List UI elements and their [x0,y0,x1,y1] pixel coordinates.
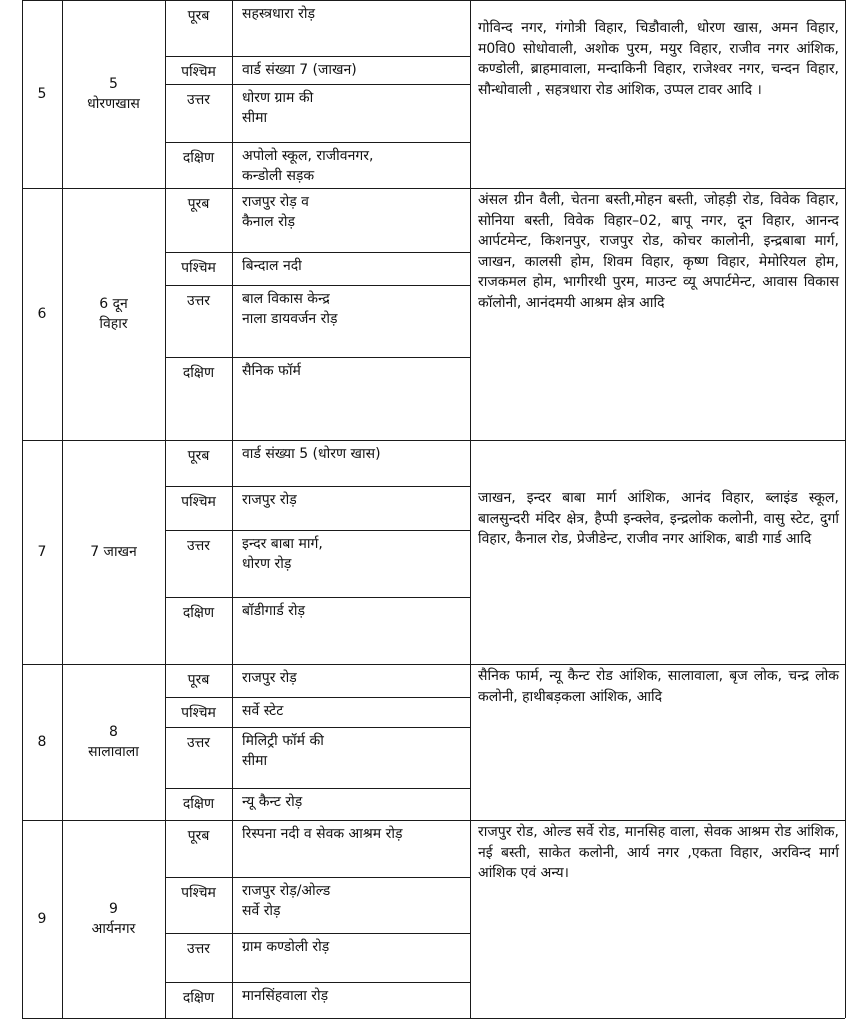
boundary-direction: दक्षिण [182,990,215,1006]
ward-row-border [22,820,845,821]
boundary-row-border [165,357,470,358]
ward-name: धोरणखास [87,96,140,112]
boundary-description: सैनिक फॉर्म [242,363,301,379]
ward-row-border [22,188,845,189]
boundary-direction: पश्चिम [181,260,216,276]
ward-name: 9 [109,901,118,917]
boundary-description: न्यू कैन्ट रोड़ [242,794,303,810]
boundary-description: रिस्पना नदी व सेवक आश्रम रोड़ [242,826,403,842]
boundary-row-border [165,697,470,698]
boundary-row-border [165,142,470,143]
ward-name: 8 [109,724,118,740]
boundary-description: सर्वे रोड़ [242,903,281,919]
boundary-direction: उत्तर [186,293,211,309]
boundary-direction: उत्तर [186,735,211,751]
boundary-description: बाल विकास केन्द्र [242,291,330,307]
boundary-description: राजपुर रोड़ व [242,194,309,210]
boundary-description: वार्ड संख्या 7 (जाखन) [242,62,357,78]
column-border [845,0,846,1018]
boundary-direction: पश्चिम [181,885,216,901]
boundary-direction: दक्षिण [182,365,215,381]
ward-name: 6 दून [99,296,128,312]
boundary-row-border [165,56,470,57]
boundary-row-border [165,84,470,85]
column-border [232,0,233,1018]
boundary-direction: दक्षिण [182,605,215,621]
ward-row-border [22,440,845,441]
ward-name: आर्यनगर [91,921,136,937]
boundary-description: कन्डोली सड़क [242,168,315,184]
boundary-description: सीमा [242,110,268,126]
boundary-description: सहस्त्रधारा रोड़ [242,6,315,22]
boundary-direction: दक्षिण [182,796,215,812]
ward-name: 7 जाखन [90,544,137,560]
boundary-direction: दक्षिण [182,150,215,166]
boundary-description: मानसिंहवाला रोड़ [242,988,329,1004]
boundary-description: ग्राम कण्डोली रोड़ [242,939,330,955]
boundary-row-border [165,933,470,934]
ward-areas: सैनिक फार्म, न्यू कैन्ट रोड आंशिक, सालावाला, बृज लोक, चन्द्र लोक कलोनी, हाथीबड़कला आंशिक, आदि [478,668,839,705]
boundary-description: सीमा [242,753,268,769]
boundary-row-border [165,597,470,598]
boundary-description: अपोलो स्कूल, राजीवनगर, [242,148,374,164]
boundary-description: कैनाल रोड़ [242,214,295,230]
boundary-direction: पूरब [187,196,210,212]
boundary-description: बिन्दाल नदी [242,258,302,274]
boundary-description: राजपुर रोड़ [242,492,297,508]
ward-name: 5 [109,76,118,92]
table-bottom-border [22,1018,845,1019]
ward-row-border [22,664,845,665]
boundary-description: राजपुर रोड़ [242,670,297,686]
boundary-row-border [165,727,470,728]
boundary-description: नाला डायवर्जन रोड़ [242,311,338,327]
boundary-direction: पूरब [187,828,210,844]
boundary-row-border [165,486,470,487]
boundary-direction: उत्तर [186,538,211,554]
ward-areas: गोविन्द नगर, गंगोत्री विहार, चिडौवाली, धोरण खास, अमन विहार, म0वि0 सोधोवाली, अशोक पुरम, मयुर विहार, राजीव नगर आंशिक, कण्डोली, ब्राहमावाला, मन्दाकिनी विहार, राजेश्वर नगर, चन्दन विहार, सौन्धोवाली , सहत्रधारा रोड आंशिक, उप्पल टावर आदि । [478,20,839,98]
ward-areas: अंसल ग्रीन वैली, चेतना बस्ती,मोहन बस्ती, जोहड़ी रोड, विवेक विहार, सोनिया बस्ती, विवेक विहार–02, बापू नगर, दून विहार, आनन्द आर्पटमेन्ट, किशनपुर, राजपुर रोड, कोचर कालोनी, इन्द्रबाबा मार्ग, जाखन, कालसी होम, शिवम विहार, कृष्ण विहार, मेमोरियल होम, राजकमल होम, भागीरथी पुरम, माउन्ट व्यू अपार्टमेन्ट, आवास विकास कॉलोनी, आनंदमयी आश्रम क्षेत्र आदि [478,192,839,311]
column-border [62,0,63,1018]
boundary-description: इन्दर बाबा मार्ग, [242,536,323,552]
boundary-description: धोरण रोड़ [242,556,292,572]
ward-name: विहार [99,316,128,332]
ward-number: 6 [37,306,47,322]
ward-areas: राजपुर रोड, ओल्ड सर्वे रोड, मानसिह वाला, सेवक आश्रम रोड आंशिक, नई बस्ती, साकेत कलोनी, आर्य नगर ,एकता विहार, अरविन्द मार्ग आंशिक एवं अन्य। [478,824,839,881]
column-border [470,0,471,1018]
boundary-row-border [165,252,470,253]
boundary-direction: उत्तर [186,941,211,957]
boundary-description: धोरण ग्राम की [242,90,314,106]
boundary-row-border [165,788,470,789]
ward-number: 9 [37,911,47,927]
boundary-direction: पूरब [187,672,210,688]
boundary-row-border [165,285,470,286]
boundary-direction: पूरब [187,448,210,464]
boundary-description: बॉडीगार्ड रोड़ [242,603,306,619]
boundary-row-border [165,877,470,878]
boundary-row-border [165,530,470,531]
boundary-row-border [165,982,470,983]
boundary-description: राजपुर रोड़/ओल्ड [242,883,331,899]
ward-number: 8 [37,734,47,750]
boundary-direction: पूरब [187,8,210,24]
boundary-direction: पश्चिम [181,494,216,510]
column-border [22,0,23,1018]
boundary-description: वार्ड संख्या 5 (धोरण खास) [242,446,381,462]
ward-row-border [22,0,845,1]
ward-areas: जाखन, इन्दर बाबा मार्ग आंशिक, आनंद विहार, ब्लाइंड स्कूल, बालसुन्दरी मंदिर क्षेत्र, हैप्पी इन्क्लेव, इन्द्रलोक कलोनी, वासु स्टेट, दुर्गा विहार, कैनाल रोड, प्रेजीडेन्ट, राजीव नगर आंशिक, बाडी गार्ड आदि [478,490,839,547]
boundary-description: सर्वे स्टेट [242,703,284,719]
boundary-direction: पश्चिम [181,64,216,80]
boundary-direction: उत्तर [186,92,211,108]
ward-name: सालावाला [88,744,139,760]
ward-number: 5 [37,86,47,102]
boundary-direction: पश्चिम [181,705,216,721]
ward-number: 7 [37,544,47,560]
boundary-description: मिलिट्री फॉर्म की [242,733,324,749]
